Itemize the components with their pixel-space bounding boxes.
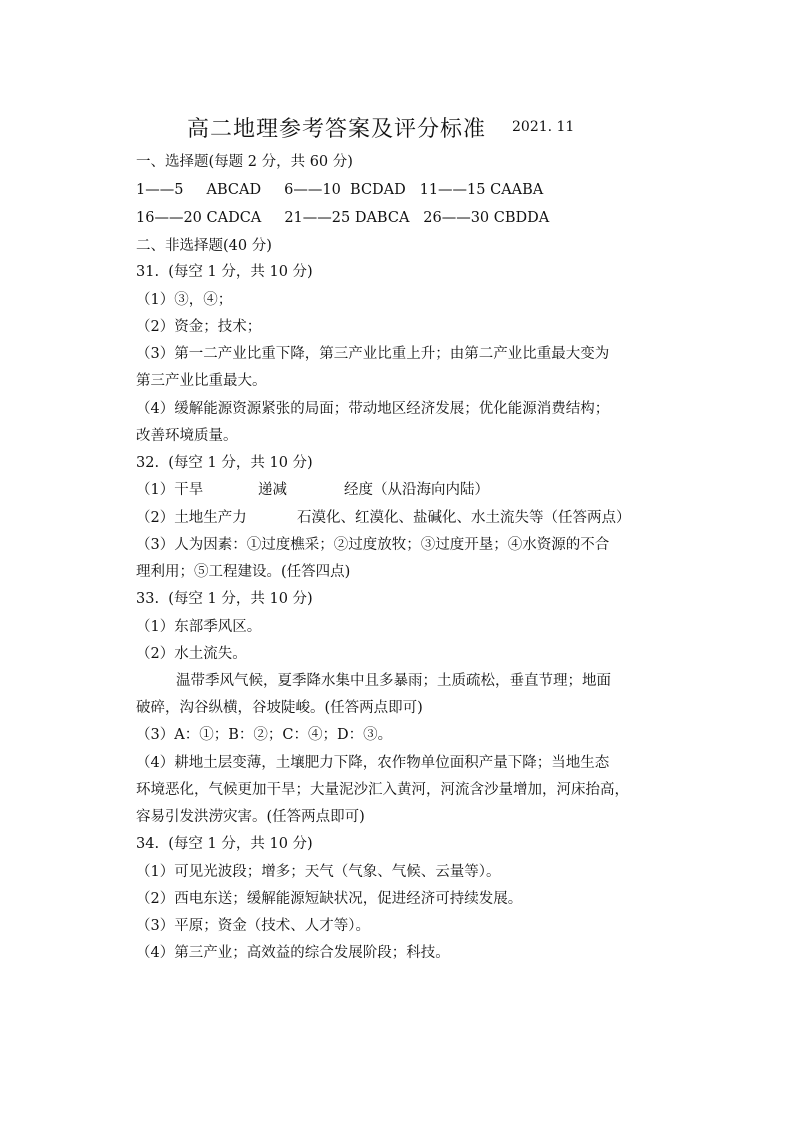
section-heading: 二、非选择题(40 分) — [136, 238, 272, 254]
answer-line: 理利用；⑤工程建设。(任答四点) — [136, 564, 351, 580]
answer-line: 破碎，沟谷纵横，谷坡陡峻。(任答两点即可) — [136, 700, 423, 716]
answer-line: （1）东部季风区。 — [136, 619, 262, 635]
answer-line: （3）平原；资金（技术、人才等）。 — [136, 918, 370, 934]
section-heading: 一、选择题(每题 2 分，共 60 分) — [136, 154, 353, 170]
answer-line: 容易引发洪涝灾害。(任答两点即可) — [136, 809, 365, 825]
choice-answers-row: 16——20 CADCA 21——25 DABCA 26——30 CBDDA — [136, 210, 550, 226]
choice-answers-row: 1——5 ABCAD 6——10 BCDAD 11——15 CAABA — [136, 182, 544, 198]
answer-line: 环境恶化，气候更加干旱；大量泥沙汇入黄河，河流含沙量增加，河床抬高， — [136, 782, 629, 798]
answer-line: 温带季风气候，夏季降水集中且多暴雨；土质疏松，垂直节理；地面 — [176, 673, 611, 689]
date: 2021. 11 — [512, 119, 575, 135]
answer-line: （3）人为因素：①过度樵采；②过度放牧；③过度开垦；④水资源的不合 — [136, 537, 610, 553]
answer-line: （2）水土流失。 — [136, 646, 247, 662]
answer-line: （2）西电东送；缓解能源短缺状况，促进经济可持续发展。 — [136, 891, 523, 907]
answer-fragment: 经度（从沿海向内陆） — [344, 482, 489, 498]
title-row — [0, 112, 794, 148]
answer-fragment: 石漠化、红漠化、盐碱化、水土流失等（任答两点） — [297, 510, 631, 526]
question-heading: 33. (每空 1 分，共 10 分) — [136, 591, 313, 607]
answer-line: （2）资金；技术； — [136, 319, 262, 335]
answer-line: （4）第三产业；高效益的综合发展阶段；科技。 — [136, 945, 450, 961]
answer-line: （1）③，④； — [136, 292, 233, 308]
question-heading: 32. (每空 1 分，共 10 分) — [136, 455, 313, 471]
question-heading: 34. (每空 1 分，共 10 分) — [136, 836, 313, 852]
answer-line: （3）A：①；B：②；C：④；D：③。 — [136, 727, 393, 743]
answer-line: （3）第一二产业比重下降，第三产业比重上升；由第二产业比重最大变为 — [136, 346, 610, 362]
answer-fragment: 递减 — [258, 482, 287, 498]
question-heading: 31. (每空 1 分，共 10 分) — [136, 264, 313, 280]
page-title: 高二地理参考答案及评分标准 — [187, 117, 487, 142]
answer-line: （1）可见光波段；增多；天气（气象、气候、云量等）。 — [136, 864, 501, 880]
answer-line: 第三产业比重最大。 — [136, 373, 267, 389]
answer-line: （4）耕地土层变薄，土壤肥力下降，农作物单位面积产量下降；当地生态 — [136, 755, 610, 771]
answer-fragment: （2）土地生产力 — [136, 510, 247, 526]
answer-fragment: （1）干旱 — [136, 482, 204, 498]
answer-line: 改善环境质量。 — [136, 428, 238, 444]
answer-line: （4）缓解能源资源紧张的局面；带动地区经济发展；优化能源消费结构； — [136, 401, 610, 417]
